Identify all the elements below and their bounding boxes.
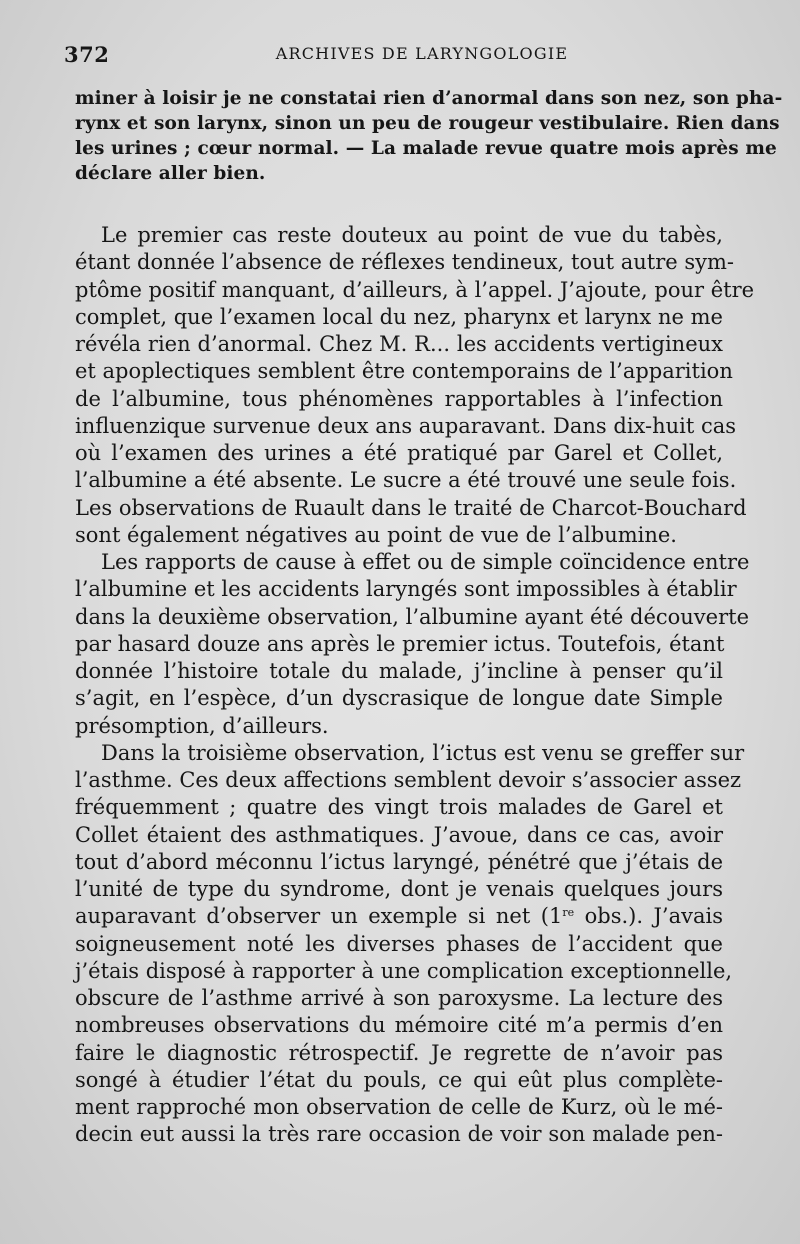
- page-number: 372: [64, 42, 110, 67]
- text-segment: auparavant d’observer un exemple si net (1: [75, 904, 563, 929]
- text-line: l’albumine a été absente. Le sucre a été trouvé une seule fois.: [75, 468, 737, 493]
- text-line: s’agit, en l’espèce, d’un dyscrasique de longue date Simple: [75, 686, 723, 711]
- text-line: songé à étudier l’état du pouls, ce qui eût plus complète-: [75, 1067, 723, 1092]
- text-segment: obs.). J’avais: [574, 904, 724, 929]
- text-line: l’albumine et les accidents laryngés sont impossibles à établir: [75, 577, 737, 602]
- text-line: étant donnée l’absence de réflexes tendineux, tout autre sym-: [75, 250, 735, 275]
- text-line: Collet étaient des asthmatiques. J’avoue, dans ce cas, avoir: [75, 822, 723, 847]
- text-line: l’unité de type du syndrome, dont je venais quelques jours: [75, 877, 723, 901]
- text-line: tout d’abord méconnu l’ictus laryngé, pénétré que j’étais de: [75, 849, 723, 874]
- text-line: Dans la troisième observation, l’ictus est venu se greffer sur: [101, 740, 745, 765]
- text-line: faire le diagnostic rétrospectif. Je regrette de n’avoir pas: [75, 1040, 723, 1065]
- text-line: dans la deuxième observation, l’albumine ayant été découverte: [75, 604, 749, 629]
- superscript: re: [562, 906, 575, 920]
- text-line: ment rapproché mon observation de celle de Kurz, où le mé-: [75, 1095, 723, 1119]
- text-line: miner à loisir je ne constatai rien d’anormal dans son nez, son pha-: [75, 88, 783, 109]
- text-line: fréquemment ; quatre des vingt trois malades de Garel et: [75, 795, 723, 820]
- text-line: nombreuses observations du mémoire cité m’a permis d’en: [75, 1013, 723, 1038]
- text-line: révéla rien d’anormal. Chez M. R... les accidents vertigineux: [75, 332, 723, 356]
- text-line: Les observations de Ruault dans le traité de Charcot-Bouchard: [75, 495, 747, 520]
- text-line: influenzique survenue deux ans auparavant. Dans dix-huit cas: [75, 413, 737, 438]
- text-line: déclare aller bien.: [75, 163, 266, 184]
- text-line: donnée l’histoire totale du malade, j’incline à penser qu’il: [75, 659, 723, 683]
- text-line: complet, que l’examen local du nez, pharynx et larynx ne me: [75, 304, 723, 329]
- text-line: de l’albumine, tous phénomènes rapportables à l’infection: [75, 386, 723, 411]
- text-line: l’asthme. Ces deux affections semblent devoir s’associer assez: [75, 768, 742, 792]
- observation-end-paragraph: [75, 86, 783, 186]
- text-line: soigneusement noté les diverses phases de l’accident que: [75, 931, 723, 956]
- discussion-text: [75, 222, 755, 1149]
- running-head: [64, 40, 740, 70]
- text-line: obscure de l’asthme arrivé à son paroxysme. La lecture des: [75, 986, 723, 1010]
- text-line-with-superscript: [75, 903, 723, 930]
- text-line: par hasard douze ans après le premier ictus. Toutefois, étant: [75, 631, 725, 656]
- text-line: ptôme positif manquant, d’ailleurs, à l’appel. J’ajoute, pour être: [75, 277, 755, 302]
- text-line: sont également négatives au point de vue de l’albumine.: [75, 522, 677, 547]
- text-line: Le premier cas reste douteux au point de vue du tabès,: [101, 223, 723, 247]
- text-line: decin eut aussi la très rare occasion de voir son malade pen-: [75, 1122, 723, 1147]
- running-title: ARCHIVES DE LARYNGOLOGIE: [275, 44, 569, 63]
- text-line: j’étais disposé à rapporter à une complication exceptionnelle,: [75, 958, 733, 983]
- text-line: présomption, d’ailleurs.: [75, 713, 329, 738]
- text-line: rynx et son larynx, sinon un peu de rougeur vestibulaire. Rien dans: [75, 113, 780, 134]
- text-line: les urines ; cœur normal. — La malade revue quatre mois après me: [75, 138, 777, 159]
- text-line: et apoplectiques semblent être contemporains de l’apparition: [75, 359, 733, 384]
- text-line: Les rapports de cause à effet ou de simple coïncidence entre: [101, 550, 750, 574]
- text-line: où l’examen des urines a été pratiqué par Garel et Collet,: [75, 441, 723, 465]
